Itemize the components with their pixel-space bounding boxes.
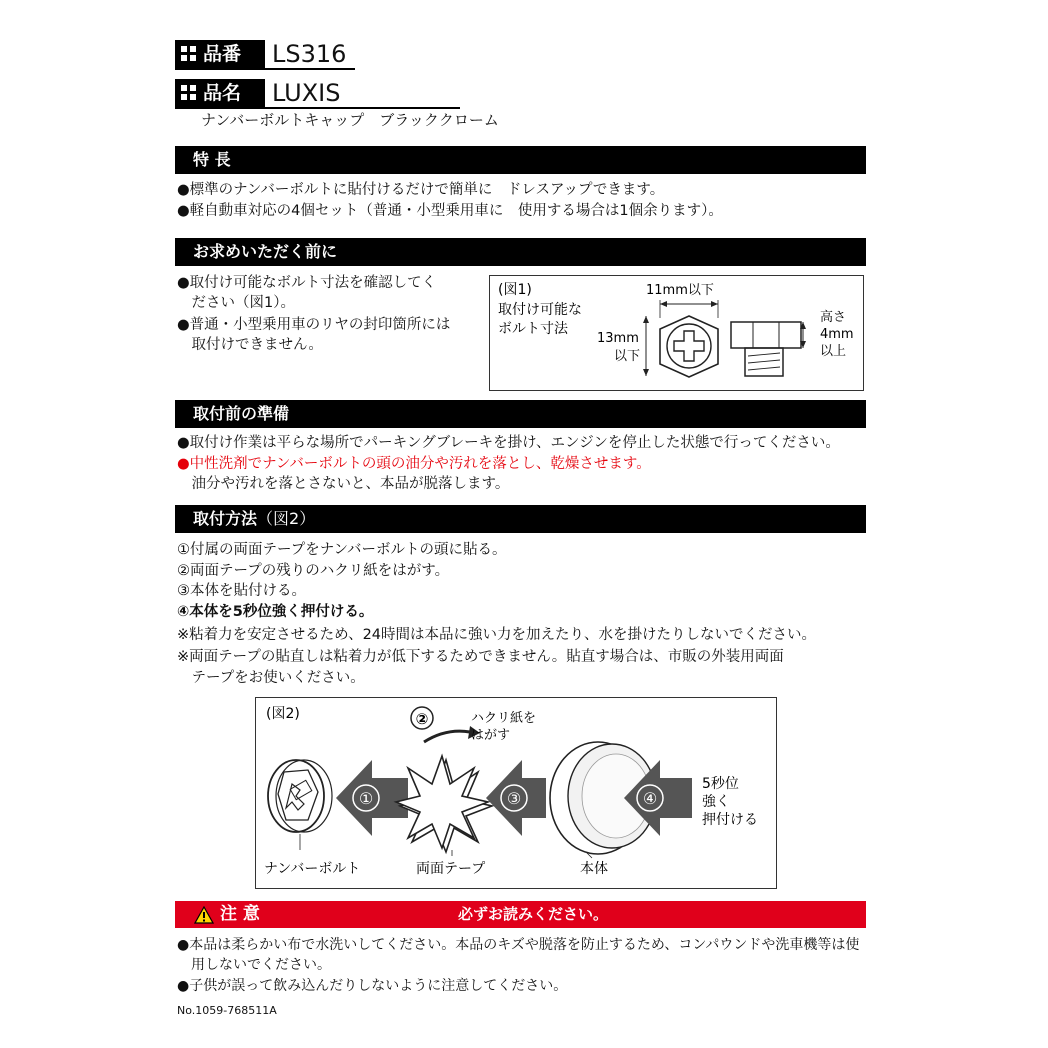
arrow-1-icon — [336, 760, 408, 836]
side-dimension-label: 以下 — [614, 349, 641, 364]
figure-1-box — [489, 275, 864, 391]
body-caption: 本体 — [580, 861, 608, 877]
preparation-item: 油分や汚れを落とさないと、本品が脱落します。 — [177, 476, 510, 492]
bolt-side-icon — [731, 322, 801, 376]
warning-icon — [194, 906, 214, 924]
caution-title: 注 意 — [220, 904, 260, 924]
side-dimension-label: 13mm — [597, 331, 639, 346]
caution-item: ●子供が誤って飲み込んだりしないように注意してください。 — [177, 978, 568, 994]
method-note: ※両面テープの貼直しは粘着力が低下するためできません。貼直す場合は、市販の外装用両面 — [177, 649, 784, 665]
method-note: ※粘着力を安定させるため、24時間は本品に強い力を加えたり、水を掛けたりしないでください。 — [177, 627, 817, 643]
product-name: LUXIS — [272, 79, 341, 107]
before-purchase-item: ●取付け可能なボルト寸法を確認してく — [177, 275, 437, 291]
part-number-label: 品番 — [175, 40, 265, 68]
grid-icon — [181, 85, 197, 101]
product-name-label: 品名 — [175, 79, 265, 107]
method-step: ④本体を5秒位強く押付ける。 — [177, 604, 374, 620]
preparation-item-important: ●中性洗剤でナンバーボルトの頭の油分や汚れを落とし、乾燥させます。 — [177, 456, 651, 472]
double-sided-tape-icon — [396, 756, 492, 852]
before-purchase-heading: お求めいただく前に — [175, 238, 866, 266]
height-dimension-label: 4mm — [820, 327, 854, 342]
press-text: 強く — [702, 794, 730, 810]
number-bolt-icon — [268, 760, 332, 832]
height-dimension-label: 以上 — [820, 344, 847, 359]
divider — [175, 68, 355, 70]
tape-caption: 両面テープ — [416, 861, 486, 877]
before-purchase-item: 取付けできません。 — [177, 337, 323, 353]
document-code: No.1059-768511A — [177, 1004, 277, 1017]
preparation-item: ●取付け作業は平らな場所でパーキングブレーキを掛け、エンジンを停止した状態で行ってください。 — [177, 435, 840, 451]
step-2-number: ② — [415, 710, 429, 728]
svg-text:③: ③ — [506, 789, 522, 808]
product-subtitle: ナンバーボルトキャップ ブラッククローム — [201, 111, 499, 129]
figure-1-caption: ボルト寸法 — [498, 321, 568, 337]
preparation-heading: 取付前の準備 — [175, 400, 866, 428]
arrow-3-icon — [486, 760, 546, 836]
method-note: テープをお使いください。 — [177, 670, 365, 686]
caution-item: ●本品は柔らかい布で水洗いしてください。本品のキズや脱落を防止するため、コンパウンドや洗車機等は使 — [177, 937, 860, 953]
feature-item: ●標準のナンバーボルトに貼付けるだけで簡単に ドレスアップできます。 — [177, 182, 665, 198]
press-text: 押付ける — [702, 812, 758, 828]
svg-text:①: ① — [358, 789, 374, 808]
step-2-text: ハクリ紙を — [471, 711, 537, 726]
divider — [175, 107, 460, 109]
method-step: ③本体を貼付ける。 — [177, 583, 306, 599]
step-2-text: はがす — [471, 728, 511, 743]
feature-item: ●軽自動車対応の4個セット（普通・小型乗用車に 使用する場合は1個余ります）。 — [177, 203, 723, 219]
bolt-dimension-diagram — [490, 276, 862, 389]
caution-heading — [175, 901, 866, 928]
bolt-caption: ナンバーボルト — [264, 861, 361, 877]
part-number: LS316 — [272, 40, 347, 68]
figure-2-label: (図2) — [266, 706, 300, 722]
caution-notice: 必ずお読みください。 — [458, 905, 609, 923]
peel-arrow-icon — [424, 731, 470, 742]
svg-text:④: ④ — [642, 789, 658, 808]
grid-icon — [181, 46, 197, 62]
before-purchase-item: ださい（図1）。 — [177, 295, 295, 311]
figure-1-label: (図1) — [498, 282, 532, 298]
height-dimension-label: 高さ — [820, 310, 847, 325]
installation-diagram — [256, 698, 775, 887]
caution-item: 用しないでください。 — [177, 957, 331, 973]
method-step: ①付属の両面テープをナンバーボルトの頭に貼る。 — [177, 542, 507, 558]
figure-1-caption: 取付け可能な — [498, 302, 582, 318]
width-dimension-label: 11mm以下 — [646, 283, 714, 298]
figure-2-box — [255, 697, 777, 889]
method-step: ②両面テープの残りのハクリ紙をはがす。 — [177, 563, 450, 579]
press-text: 5秒位 — [702, 776, 739, 792]
features-heading: 特 長 — [175, 146, 866, 174]
method-heading: 取付方法（図2） — [175, 505, 866, 533]
before-purchase-item: ●普通・小型乗用車のリヤの封印箇所には — [177, 317, 451, 333]
